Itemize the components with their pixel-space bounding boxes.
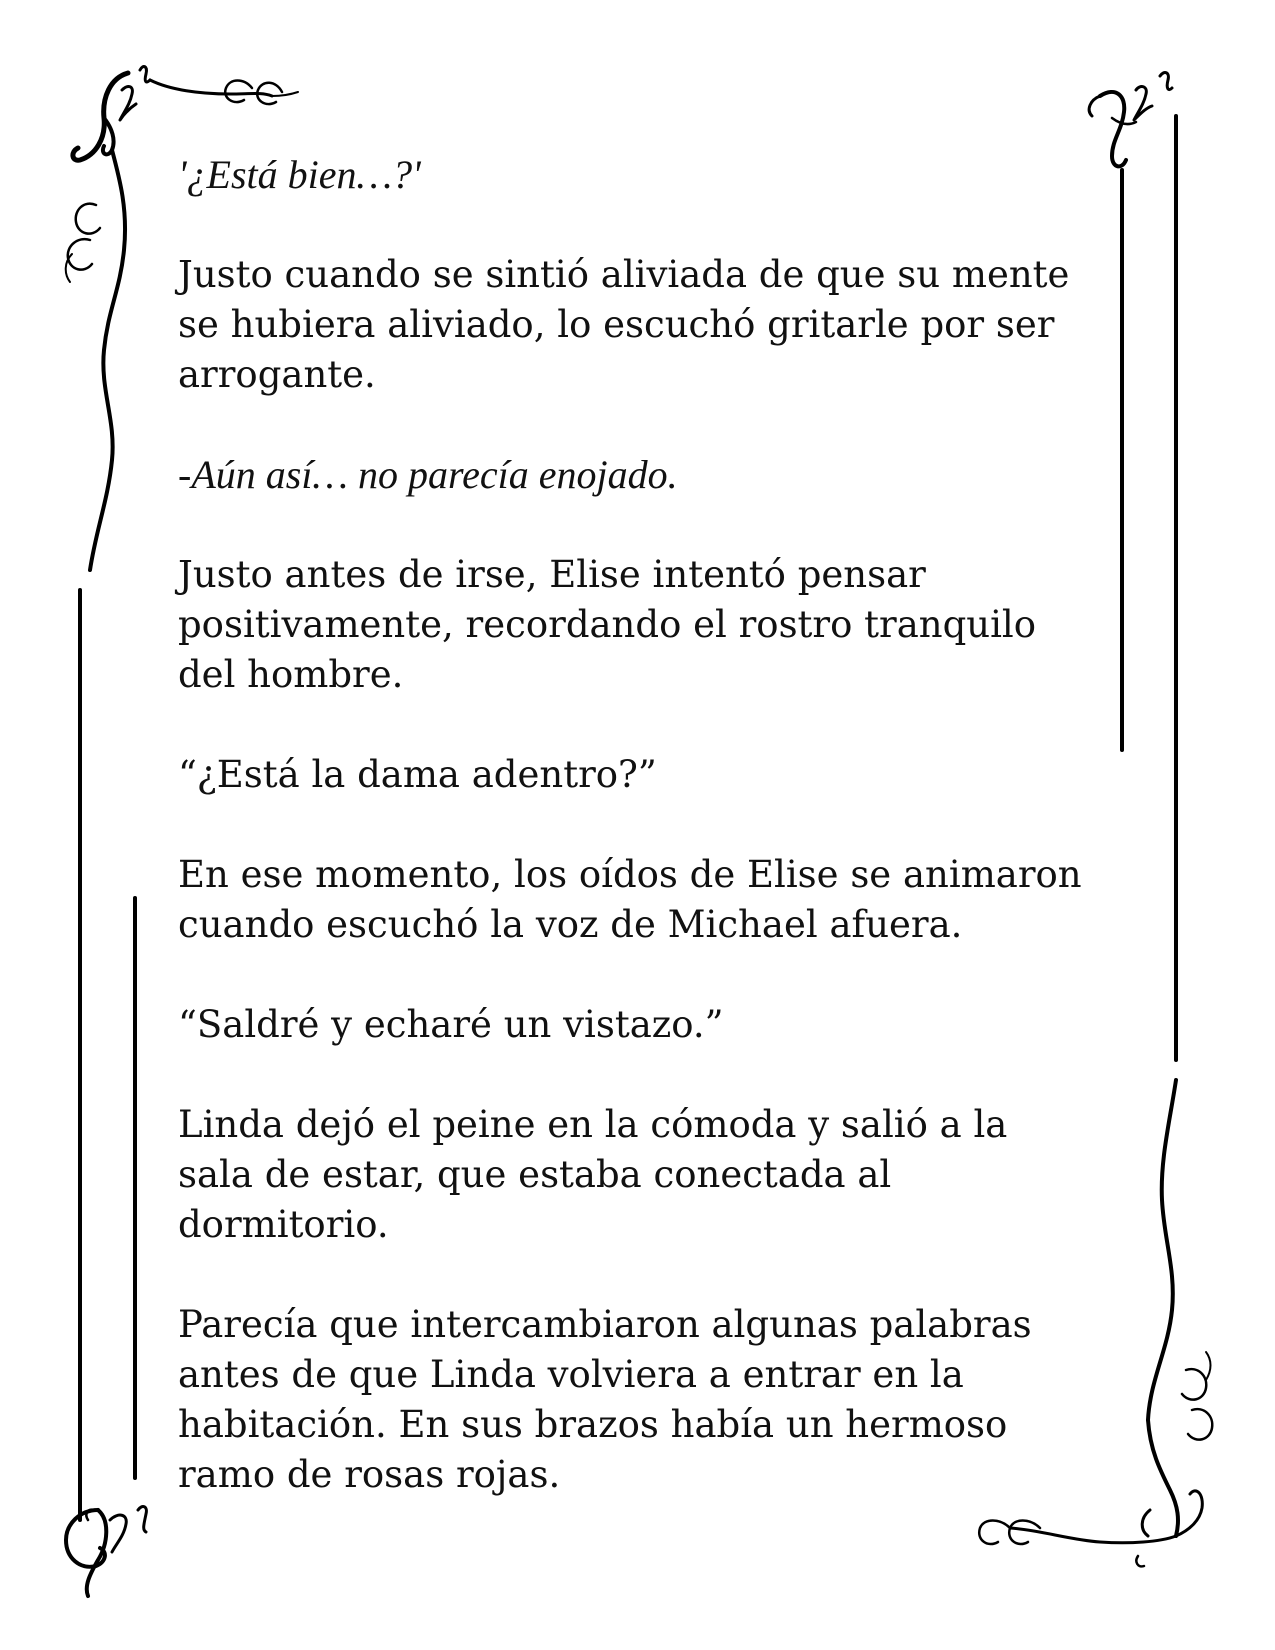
- text-line: Linda dejó el peine en la cómoda y salió a la: [178, 1103, 1008, 1146]
- document-body: [178, 150, 1118, 1550]
- bottom-left-flourish-icon: [66, 1507, 146, 1596]
- paragraph-4: [178, 550, 1118, 700]
- text-line: -Aún así… no parecía enojado.: [178, 452, 678, 497]
- paragraph-7: [178, 1000, 1118, 1050]
- paragraph-6: [178, 850, 1118, 950]
- text-line: '¿Está bien…?': [178, 152, 421, 197]
- text-line: dormitorio.: [178, 1203, 389, 1246]
- paragraph-8: [178, 1100, 1118, 1250]
- paragraph-2: [178, 250, 1118, 400]
- paragraph-1: [178, 150, 1118, 200]
- text-line: cuando escuchó la voz de Michael afuera.: [178, 903, 963, 946]
- text-line: Justo antes de irse, Elise intentó pensar: [178, 553, 926, 596]
- text-line: habitación. En sus brazos había un hermoso: [178, 1403, 1008, 1446]
- paragraph-3: [178, 450, 1118, 500]
- text-line: Justo cuando se sintió aliviada de que su mente: [178, 253, 1070, 296]
- text-line: antes de que Linda volviera a entrar en la: [178, 1353, 964, 1396]
- text-line: se hubiera aliviado, lo escuchó gritarle por ser: [178, 303, 1055, 346]
- text-line: “¿Está la dama adentro?”: [178, 753, 657, 796]
- text-line: ramo de rosas rojas.: [178, 1453, 561, 1496]
- paragraph-5: [178, 750, 1118, 800]
- text-line: Parecía que intercambiaron algunas palabras: [178, 1303, 1032, 1346]
- paragraph-9: [178, 1300, 1118, 1500]
- text-line: En ese momento, los oídos de Elise se animaron: [178, 853, 1082, 896]
- text-line: positivamente, recordando el rostro tranquilo: [178, 603, 1037, 646]
- text-line: sala de estar, que estaba conectada al: [178, 1153, 892, 1196]
- text-line: del hombre.: [178, 653, 404, 696]
- text-line: “Saldré y echaré un vistazo.”: [178, 1003, 724, 1046]
- text-line: arrogante.: [178, 353, 376, 396]
